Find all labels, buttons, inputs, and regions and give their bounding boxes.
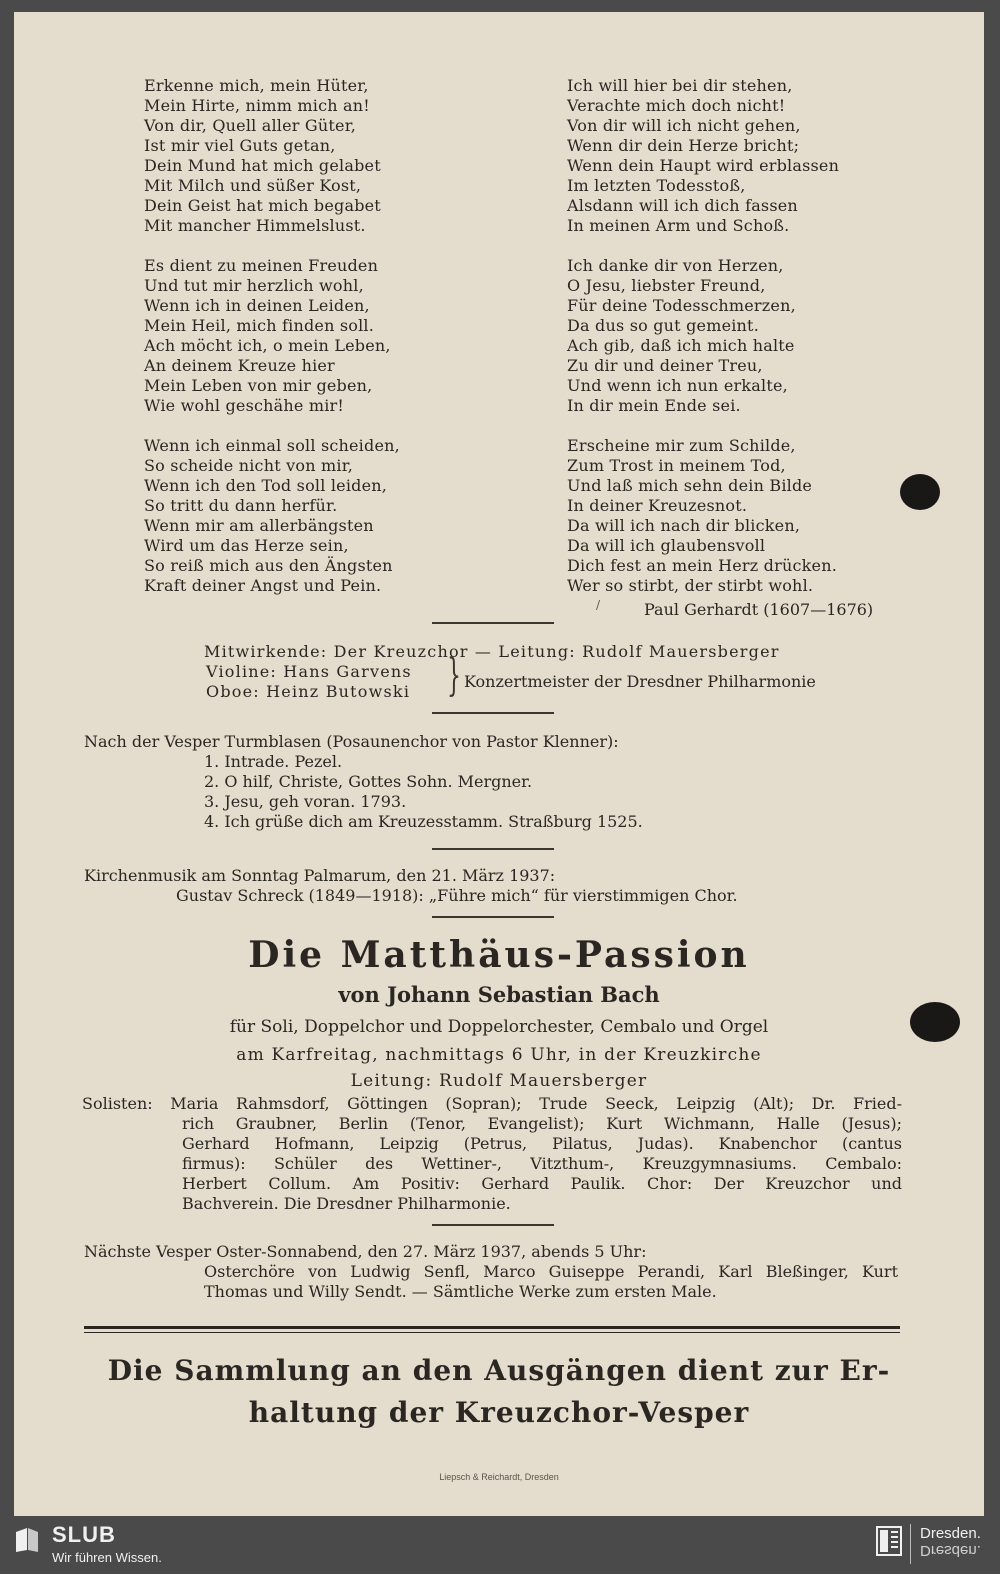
poem-line: Wenn ich in deinen Leiden, bbox=[144, 296, 370, 315]
performers-line: Mitwirkende: Der Kreuzchor — Leitung: Rudolf Mauersberger bbox=[204, 642, 780, 661]
poem-line: Im letzten Todesstoß, bbox=[567, 176, 746, 195]
poem-line: Zu dir und deiner Treu, bbox=[567, 356, 763, 375]
soloists-line: Bachverein. Die Dresdner Philharmonie. bbox=[182, 1194, 511, 1213]
passion-composer: von Johann Sebastian Bach bbox=[338, 982, 660, 1007]
footer-separator bbox=[910, 1524, 911, 1564]
poem-line: Ist mir viel Guts getan, bbox=[144, 136, 336, 155]
poem-line: Kraft deiner Angst und Pein. bbox=[144, 576, 382, 595]
tower-item: 2. O hilf, Christe, Gottes Sohn. Mergner. bbox=[204, 772, 533, 791]
soloists-line: Herbert Collum. Am Positiv: Gerhard Paulik. Chor: Der Kreuzchor und bbox=[182, 1174, 902, 1193]
poem-column-right bbox=[567, 76, 927, 616]
poem-line: Mein Leben von mir geben, bbox=[144, 376, 373, 395]
poem-line: Mein Hirte, nimm mich an! bbox=[144, 96, 370, 115]
sunday-work: Gustav Schreck (1849—1918): „Führe mich“ für vierstimmigen Chor. bbox=[176, 886, 738, 905]
double-rule-top bbox=[84, 1326, 900, 1329]
poem-line: Es dient zu meinen Freuden bbox=[144, 256, 379, 275]
slub-tagline: Wir führen Wissen. bbox=[52, 1550, 162, 1565]
poem-line: Erkenne mich, mein Hüter, bbox=[144, 76, 369, 95]
soloists-line: rich Graubner, Berlin (Tenor, Evangelist); Kurt Wichmann, Halle (Jesus); bbox=[182, 1114, 902, 1133]
concertmaster-line: Konzertmeister der Dresdner Philharmonie bbox=[464, 672, 816, 691]
ink-blot bbox=[910, 1002, 960, 1042]
next-vesper-works: Osterchöre von Ludwig Senfl, Marco Guiseppe Perandi, Karl Bleßinger, Kurt bbox=[204, 1262, 898, 1281]
poem-line: O Jesu, liebster Freund, bbox=[567, 276, 766, 295]
soloists-line: Solisten: Maria Rahmsdorf, Göttingen (Sopran); Trude Seeck, Leipzig (Alt); Dr. Fried- bbox=[82, 1094, 902, 1113]
poem-line: Wenn ich einmal soll scheiden, bbox=[144, 436, 400, 455]
soloists-line: firmus): Schüler des Wettiner-, Vitzthum-, Kreuzgymnasiums. Cembalo: bbox=[182, 1154, 902, 1173]
passion-leitung: Leitung: Rudolf Mauersberger bbox=[350, 1071, 648, 1091]
poem-line: Alsdann will ich dich fassen bbox=[567, 196, 798, 215]
poem-line: Wenn mir am allerbängsten bbox=[144, 516, 374, 535]
poem-line: Wenn ich den Tod soll leiden, bbox=[144, 476, 388, 495]
poem-line: Für deine Todesschmerzen, bbox=[567, 296, 796, 315]
soloists-line: Gerhard Hofmann, Leipzig (Petrus, Pilatus, Judas). Knabenchor (cantus bbox=[182, 1134, 902, 1153]
poem-line: Ich will hier bei dir stehen, bbox=[567, 76, 793, 95]
poem-stanza bbox=[567, 436, 927, 596]
program-sheet bbox=[14, 12, 984, 1516]
poem-line: Dein Geist hat mich begabet bbox=[144, 196, 381, 215]
poem-line: Zum Trost in meinem Tod, bbox=[567, 456, 786, 475]
slub-name: SLUB bbox=[52, 1522, 116, 1547]
poem-line: So reiß mich aus den Ängsten bbox=[144, 556, 393, 575]
poem-stanza bbox=[144, 76, 474, 236]
poem-author: Paul Gerhardt (1607—1676) bbox=[644, 600, 874, 619]
poem-line: Verachte mich doch nicht! bbox=[567, 96, 786, 115]
soloists-block bbox=[82, 1094, 902, 1214]
ink-blot bbox=[900, 474, 940, 510]
sunday-line: Kirchenmusik am Sonntag Palmarum, den 21. März 1937: bbox=[84, 866, 556, 885]
poem-line: Dein Mund hat mich gelabet bbox=[144, 156, 381, 175]
tower-intro: Nach der Vesper Turmblasen (Posaunenchor von Pastor Klenner): bbox=[84, 732, 619, 751]
divider bbox=[432, 1224, 554, 1226]
tower-item: 1. Intrade. Pezel. bbox=[204, 752, 343, 771]
slub-logo-icon bbox=[14, 1526, 40, 1554]
poem-line: In meinen Arm und Schoß. bbox=[567, 216, 790, 235]
poem-line: Ach gib, daß ich mich halte bbox=[567, 336, 795, 355]
poem-line: An deinem Kreuze hier bbox=[144, 356, 335, 375]
dresden-wordmark-reflection: Dresden. bbox=[920, 1542, 981, 1559]
poem-line: Und tut mir herzlich wohl, bbox=[144, 276, 364, 295]
poem-line: Mit Milch und süßer Kost, bbox=[144, 176, 362, 195]
dresden-wordmark: Dresden. bbox=[920, 1525, 981, 1542]
poem-column-left bbox=[144, 76, 474, 616]
footer-bar bbox=[0, 1516, 1000, 1574]
poem-stanza bbox=[144, 256, 474, 416]
pencil-mark: / bbox=[596, 598, 601, 612]
collection-line-1: Die Sammlung an den Ausgängen dient zur Er- bbox=[107, 1354, 891, 1387]
tower-item: 4. Ich grüße dich am Kreuzesstamm. Straßburg 1525. bbox=[204, 812, 643, 831]
oboe-line: Oboe: Heinz Butowski bbox=[206, 682, 411, 701]
poem-line: In deiner Kreuzesnot. bbox=[567, 496, 748, 515]
divider bbox=[432, 622, 554, 624]
collection-notice bbox=[14, 1350, 984, 1434]
poem-line: Von dir will ich nicht gehen, bbox=[567, 116, 801, 135]
poem-line: Erscheine mir zum Schilde, bbox=[567, 436, 796, 455]
passion-forces: für Soli, Doppelchor und Doppelorchester, Cembalo und Orgel bbox=[229, 1017, 769, 1037]
next-vesper-line: Nächste Vesper Oster-Sonnabend, den 27. März 1937, abends 5 Uhr: bbox=[84, 1242, 647, 1261]
collection-line-2: haltung der Kreuzchor-Vesper bbox=[248, 1396, 750, 1429]
poem-line: Und wenn ich nun erkalte, bbox=[567, 376, 788, 395]
divider bbox=[432, 916, 554, 918]
dresden-crest-icon bbox=[876, 1526, 902, 1556]
double-rule-bottom bbox=[84, 1332, 900, 1333]
poem-stanza bbox=[144, 436, 474, 596]
poem-line: Mein Heil, mich finden soll. bbox=[144, 316, 375, 335]
poem-line: Wer so stirbt, der stirbt wohl. bbox=[567, 576, 814, 595]
passion-title: Die Matthäus-Passion bbox=[248, 934, 750, 976]
poem-line: Dich fest an mein Herz drücken. bbox=[567, 556, 837, 575]
poem-line: Wie wohl geschähe mir! bbox=[144, 396, 345, 415]
poem-stanza bbox=[567, 76, 927, 236]
poem-line: Ach möcht ich, o mein Leben, bbox=[144, 336, 391, 355]
poem-line: Mit mancher Himmelslust. bbox=[144, 216, 366, 235]
divider bbox=[432, 848, 554, 850]
poem-stanza bbox=[567, 256, 927, 416]
poem-line: Da dus so gut gemeint. bbox=[567, 316, 759, 335]
next-vesper-works-cont: Thomas und Willy Sendt. — Sämtliche Werke zum ersten Male. bbox=[204, 1282, 717, 1301]
poem-line: In dir mein Ende sei. bbox=[567, 396, 741, 415]
poem-line: Und laß mich sehn dein Bilde bbox=[567, 476, 813, 495]
poem-line: Wenn dein Haupt wird erblassen bbox=[567, 156, 840, 175]
poem-line: Wenn dir dein Herze bricht; bbox=[567, 136, 800, 155]
poem-line: Ich danke dir von Herzen, bbox=[567, 256, 784, 275]
poem-line: Da will ich glaubensvoll bbox=[567, 536, 766, 555]
poem-line: Von dir, Quell aller Güter, bbox=[144, 116, 357, 135]
poem-line: Da will ich nach dir blicken, bbox=[567, 516, 801, 535]
brace: } bbox=[447, 650, 461, 701]
poem-line: So tritt du dann herfür. bbox=[144, 496, 338, 515]
poem-line: Wird um das Herze sein, bbox=[144, 536, 349, 555]
poem-line: So scheide nicht von mir, bbox=[144, 456, 354, 475]
passion-when: am Karfreitag, nachmittags 6 Uhr, in der Kreuzkirche bbox=[236, 1045, 762, 1065]
divider bbox=[432, 712, 554, 714]
printer-imprint: Liepsch & Reichardt, Dresden bbox=[439, 1472, 559, 1482]
violin-line: Violine: Hans Garvens bbox=[206, 662, 412, 681]
tower-item: 3. Jesu, geh voran. 1793. bbox=[204, 792, 407, 811]
